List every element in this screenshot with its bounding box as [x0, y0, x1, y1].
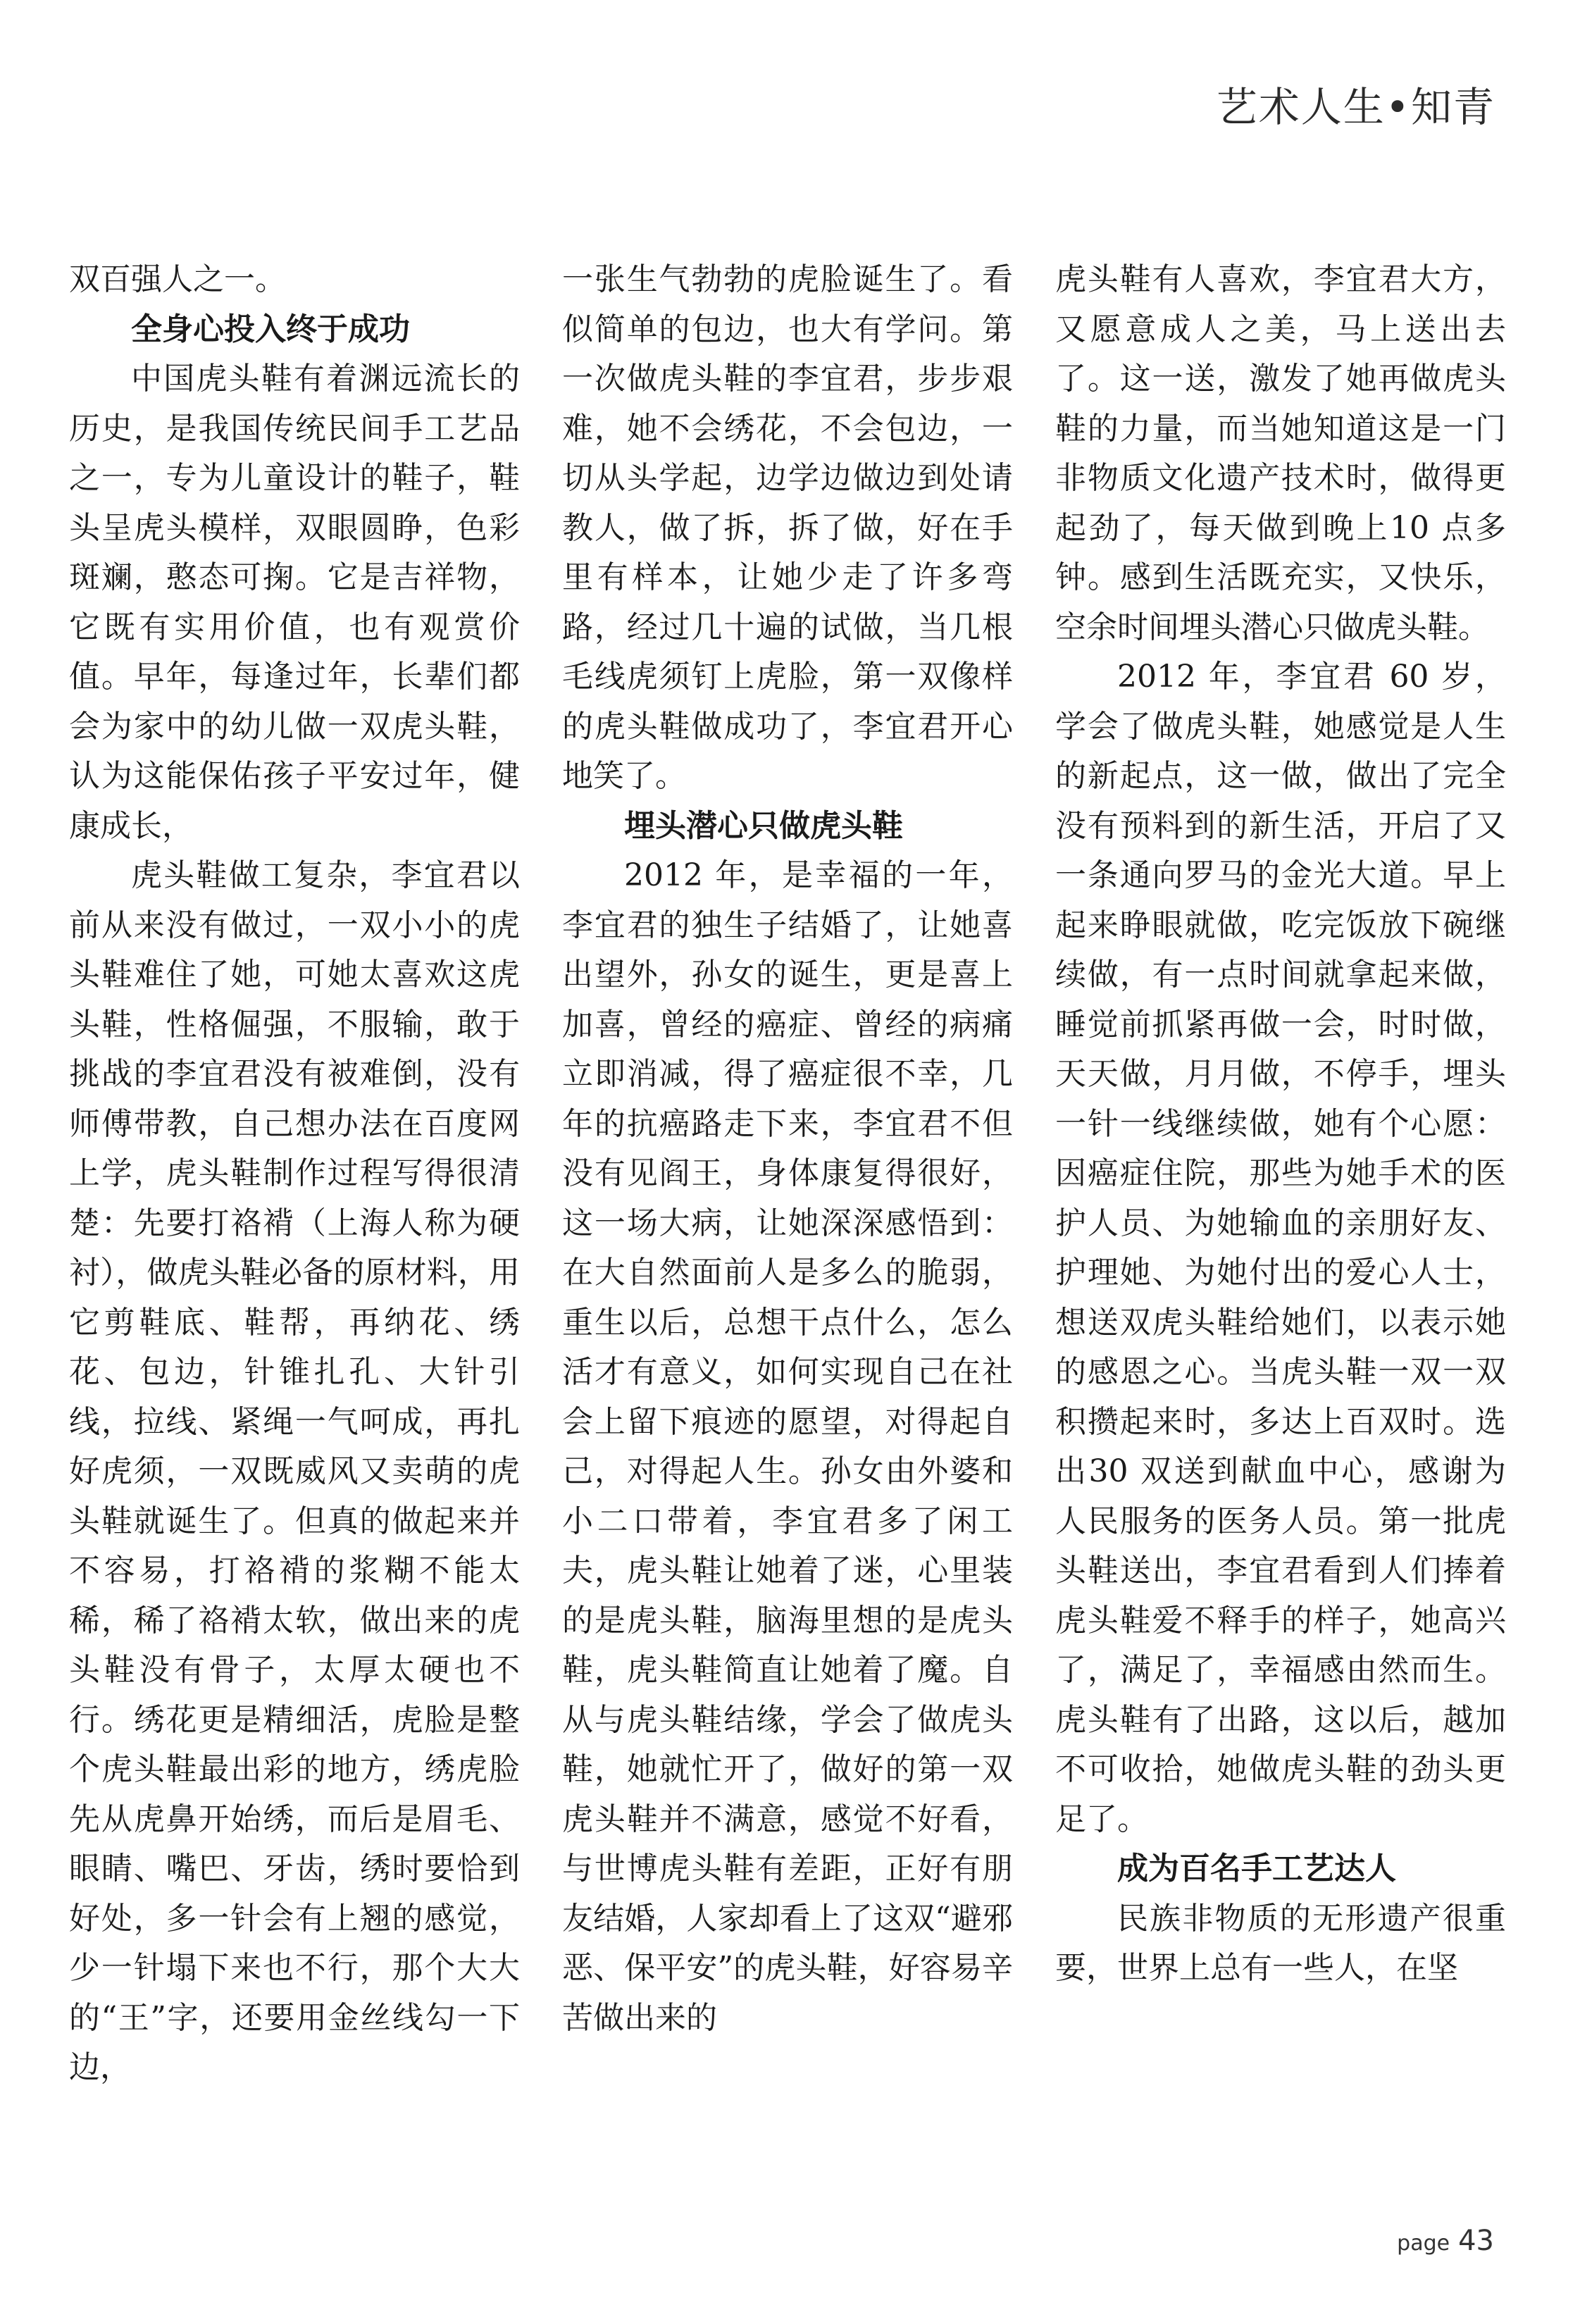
article-column-2	[562, 255, 1013, 2043]
paragraph: 一张生气勃勃的虎脸诞生了。看似简单的包边，也大有学问。第一次做虎头鞋的李宜君，步步艰难，她不会绣花，不会包边，一切从头学起，边学边做边到处请教人，做了拆，拆了做，好在手里有样本，让她少走了许多弯路，经过几十遍的试做，当几根毛线虎须钉上虎脸，第一双像样的虎头鞋做成功了，李宜君开心地笑了。	[562, 261, 1013, 794]
section-header: 艺术人生•知青	[1216, 83, 1495, 131]
section-heading: 成为百名手工艺达人	[1117, 1851, 1396, 1887]
page-label: page	[1397, 2231, 1450, 2256]
paragraph: 2012 年，李宜君 60 岁，学会了做虎头鞋，她感觉是人生的新起点，这一做，做出了完全没有预料到的新生活，开启了又一条通向罗马的金光大道。早上起来睁眼就做，吃完饭放下碗继续做，有一点时间就拿起来做，睡觉前抓紧再做一会，时时做，天天做，月月做，不停手，埋头一针一线继续做，她有个心愿：因癌症住院，那些为她手术的医护人员、为她输血的亲朋好友、护理她、为她付出的爱心人士，想送双虎头鞋给她们，以表示她的感恩之心。当虎头鞋一双一双积攒起来时，多达上百双时。选出30 双送到献血中心，感谢为人民服务的医务人员。第一批虎头鞋送出，李宜君看到人们捧着虎头鞋爱不释手的样子，她高兴了，满足了，幸福感由然而生。虎头鞋有了出路，这以后，越加不可收拾，她做虎头鞋的劲头更足了。	[1055, 659, 1506, 1837]
section-heading: 全身心投入终于成功	[131, 311, 410, 347]
paragraph: 2012 年，是幸福的一年，李宜君的独生子结婚了，让她喜出望外，孙女的诞生，更是喜上加喜，曾经的癌症、曾经的病痛立即消减，得了癌症很不幸，几年的抗癌路走下来，李宜君不但没有见阎王，身体康复得很好，这一场大病，让她深深感悟到：在大自然面前人是多么的脆弱，重生以后，总想干点什么，怎么活才有意义，如何实现自己在社会上留下痕迹的愿望，对得起自己，对得起人生。孙女由外婆和小二口带着，李宜君多了闲工夫，虎头鞋让她着了迷，心里装的是虎头鞋，脑海里想的是虎头鞋，虎头鞋简直让她着了魔。自从与虎头鞋结缘，学会了做虎头鞋，她就忙开了，做好的第一双虎头鞋并不满意，感觉不好看，与世博虎头鞋有差距，正好有朋友结婚，人家却看上了这双“避邪恶、保平安”的虎头鞋，好容易辛苦做出来的	[562, 857, 1013, 2036]
article-column-3	[1055, 255, 1506, 1994]
paragraph: 虎头鞋做工复杂，李宜君以前从来没有做过，一双小小的虎头鞋难住了她，可她太喜欢这虎头鞋，性格倔强，不服输，敢于挑战的李宜君没有被难倒，没有师傅带教，自己想办法在百度网上学，虎头鞋制作过程写得很清楚：先要打袼褙（上海人称为硬衬），做虎头鞋必备的原材料，用它剪鞋底、鞋帮，再纳花、绣花、包边，针锥扎孔、大针引线，拉线、紧绳一气呵成，再扎好虎须，一双既威风又卖萌的虎头鞋就诞生了。但真的做起来并不容易，打袼褙的浆糊不能太稀，稀了袼褙太软，做出来的虎头鞋没有骨子，太厚太硬也不行。绣花更是精细活，虎脸是整个虎头鞋最出彩的地方，绣虎脸先从虎鼻开始绣，而后是眉毛、眼睛、嘴巴、牙齿，绣时要恰到好处，多一针会有上翘的感觉，少一针塌下来也不行，那个大大的“王”字，还要用金丝线勾一下边，	[69, 857, 520, 2085]
article-column-1	[69, 255, 520, 2093]
paragraph: 中国虎头鞋有着渊远流长的历史，是我国传统民间手工艺品之一，专为儿童设计的鞋子，鞋头呈虎头模样，双眼圆睁，色彩斑斓，憨态可掬。它是吉祥物，它既有实用价值，也有观赏价值。早年，每逢过年，长辈们都会为家中的幼儿做一双虎头鞋，认为这能保佑孩子平安过年，健康成长，	[69, 361, 520, 844]
paragraph: 双百强人之一。	[69, 261, 286, 297]
paragraph: 民族非物质的无形遗产很重要，世界上总有一些人，在坚	[1055, 1900, 1506, 1986]
paragraph: 虎头鞋有人喜欢，李宜君大方，又愿意成人之美，马上送出去了。这一送，激发了她再做虎头鞋的力量，而当她知道这是一门非物质文化遗产技术时，做得更起劲了，每天做到晚上10 点多钟。感到生活既充实，又快乐，空余时间埋头潜心只做虎头鞋。	[1055, 261, 1506, 645]
page-number-value: 43	[1458, 2225, 1494, 2257]
page-number	[1397, 2225, 1494, 2257]
section-heading: 埋头潜心只做虎头鞋	[624, 807, 903, 844]
